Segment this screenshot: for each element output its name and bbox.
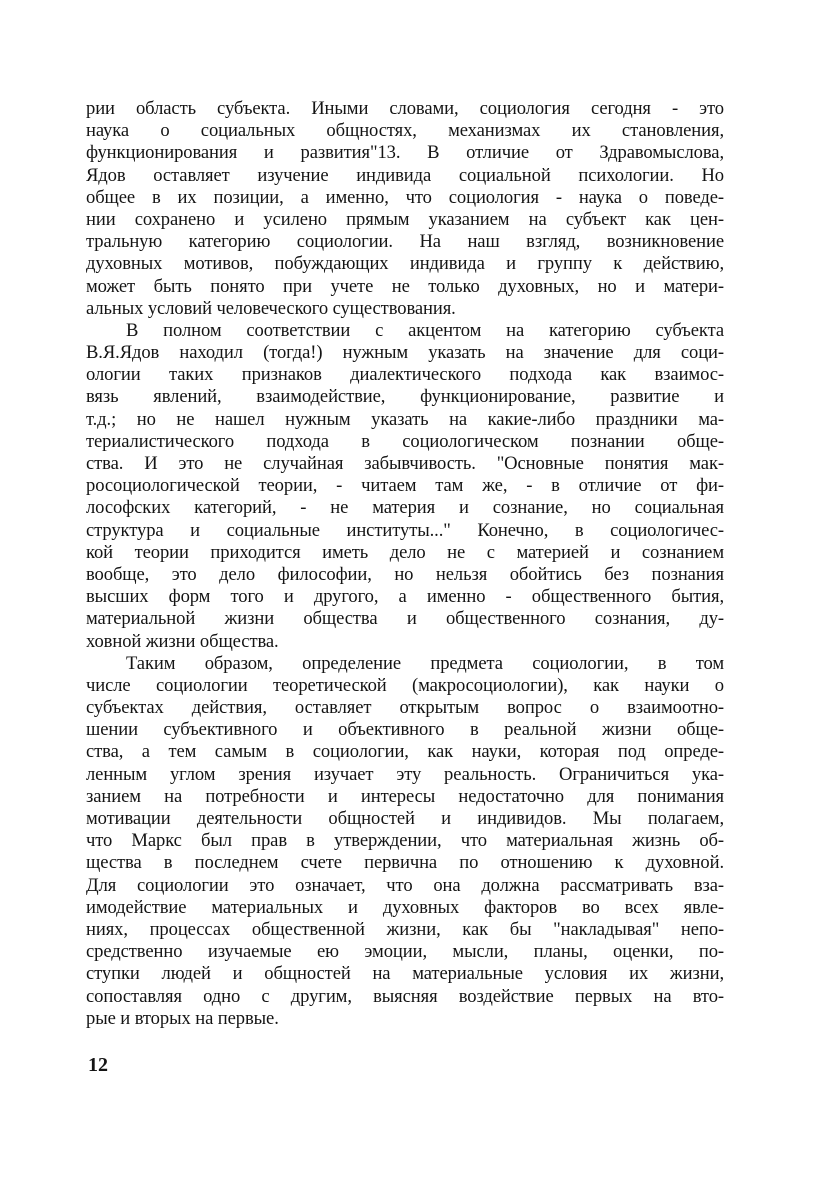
text-line: что Маркс был прав в утверждении, что материальная жизнь об- [86,830,724,852]
text-line: наука о социальных общностях, механизмах их становления, [86,120,724,142]
text-line: структура и социальные институты..." Конечно, в социологичес- [86,519,724,541]
text-line: ства, а тем самым в социологии, как науки, которая под опреде- [86,741,724,763]
text-line: рии область субъекта. Иными словами, социология сегодня - это [86,98,724,119]
text-line: щества в последнем счете первична по отношению к духовной. [86,852,724,874]
text-line: рые и вторых на первые. [86,1007,279,1029]
text-line: росоциологической теории, - читаем там же, - в отличие от фи- [86,475,724,497]
text-line: тральную категорию социологии. На наш взгляд, возникновение [86,231,724,253]
text-line: занием на потребности и интересы недостаточно для понимания [86,785,724,807]
text-line: духовных мотивов, побуждающих индивида и группу к действию, [86,253,724,275]
text-line: высших форм того и другого, а именно - общественного бытия, [86,586,724,608]
text-line: альных условий человеческого существования. [86,297,456,319]
text-line: ступки людей и общностей на материальные условия их жизни, [86,963,724,985]
text-line: В.Я.Ядов находил (тогда!) нужным указать на значение для соци- [86,342,724,364]
text-line: Ядов оставляет изучение индивида социальной психологии. Но [86,164,724,186]
text-line: вообще, это дело философии, но нельзя обойтись без познания [86,563,724,585]
text-line: сопоставляя одно с другим, выясняя воздействие первых на вто- [86,985,724,1007]
text-line: кой теории приходится иметь дело не с материей и сознанием [86,541,724,563]
page-number: 12 [88,1054,108,1076]
text-line: Для социологии это означает, что она должна рассматривать вза- [86,874,724,896]
text-line: ховной жизни общества. [86,630,279,652]
text-line: ологии таких признаков диалектического подхода как взаимос- [86,364,724,386]
text-line: общее в их позиции, а именно, что социология - наука о поведе- [86,186,724,208]
text-line: В полном соответствии с акцентом на категорию субъекта [126,319,724,341]
text-line: мотивации деятельности общностей и индивидов. Мы полагаем, [86,808,724,829]
text-line: может быть понято при учете не только духовных, но и матери- [86,275,724,297]
text-line: функционирования и развития"13. В отличие от Здравомыслова, [86,142,724,164]
text-line: вязь явлений, взаимодействие, функционирование, развитие и [86,386,724,408]
text-line: ства. И это не случайная забывчивость. "Основные понятия мак- [86,453,724,474]
text-line: териалистического подхода в социологическом познании обще- [86,430,724,452]
text-line: средственно изучаемые ею эмоции, мысли, планы, оценки, по- [86,941,724,963]
text-line: субъектах действия, оставляет открытым вопрос о взаимоотно- [86,697,724,719]
text-line: ленным углом зрения изучает эту реальность. Ограничиться ука- [86,763,724,785]
text-line: числе социологии теоретической (макросоциологии), как науки о [86,674,724,696]
text-line: нии сохранено и усилено прямым указанием на субъект как цен- [86,208,724,230]
text-line: имодействие материальных и духовных факторов во всех явле- [86,896,724,918]
text-line: лософских категорий, - не материя и сознание, но социальная [86,497,724,519]
text-line: Таким образом, определение предмета социологии, в том [126,652,724,674]
text-line: т.д.; но не нашел нужным указать на какие-либо праздники ма- [86,408,724,430]
text-line: материальной жизни общества и общественного сознания, ду- [86,608,724,630]
text-line: шении субъективного и объективного в реальной жизни обще- [86,719,724,741]
body-text [86,98,724,1030]
text-line: ниях, процессах общественной жизни, как бы "накладывая" непо- [86,918,724,940]
